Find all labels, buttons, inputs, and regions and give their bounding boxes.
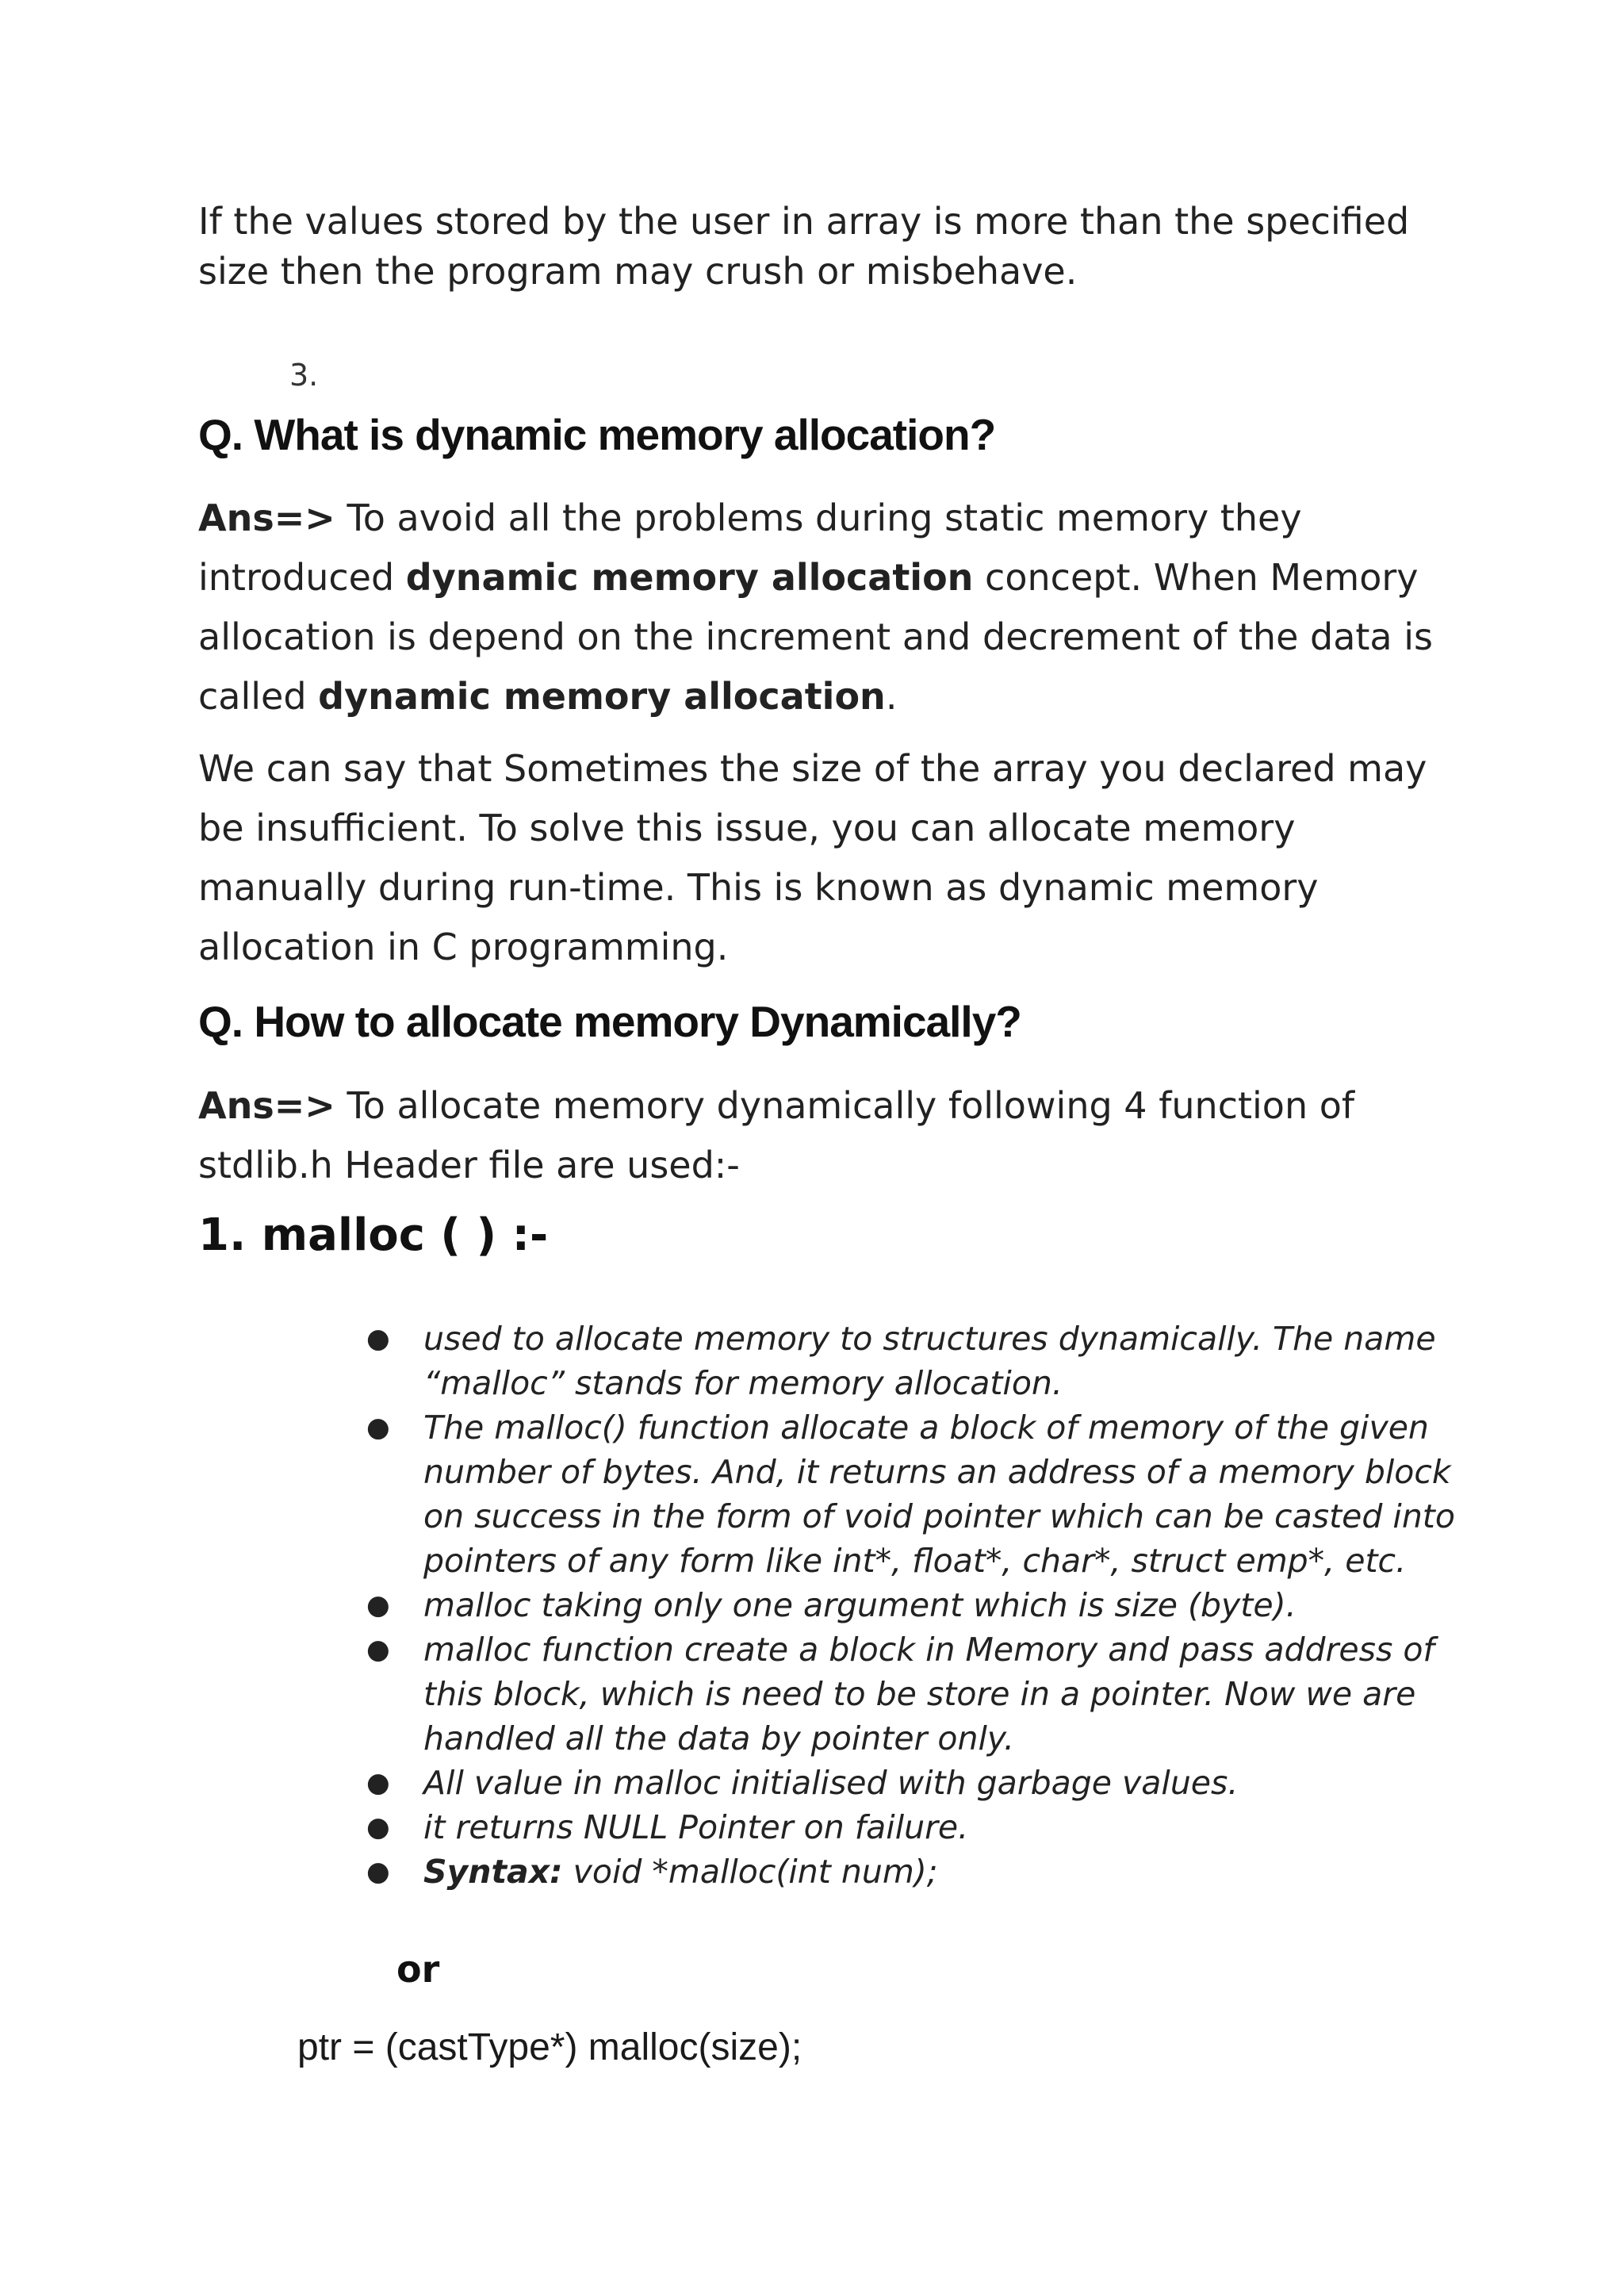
- answer-paragraph-1: [198, 489, 1435, 726]
- intro-paragraph: [198, 197, 1435, 297]
- malloc-bullet-list: [366, 1317, 1477, 1894]
- list-item: ● used to allocate memory to structures dynamically. The name “malloc” stands for memory allocation.: [366, 1317, 1477, 1405]
- question-heading-allocate-dynamically: Q. How to allocate memory Dynamically?: [198, 997, 1021, 1046]
- answer-text: concept. When Memory allocation is depend on the increment and decrement of the data is called: [198, 556, 1433, 718]
- intro-line-1: If the values stored by the user in array is more than the specified: [198, 200, 1410, 243]
- answer-bold-term: dynamic memory allocation: [318, 675, 886, 718]
- bullet-icon: ●: [366, 1856, 390, 1888]
- list-item: ● All value in malloc initialised with garbage values.: [366, 1761, 1477, 1805]
- list-item: ● it returns NULL Pointer on failure.: [366, 1805, 1477, 1849]
- list-item: ● The malloc() function allocate a block of memory of the given number of bytes. And, it returns an address of a memory block on success in the form of void pointer which can be casted into pointers of any form like int*, float*, char*, struct emp*, etc.: [366, 1405, 1477, 1583]
- question-heading-dynamic-memory: Q. What is dynamic memory allocation?: [198, 410, 996, 459]
- answer-bold-term: dynamic memory allocation: [405, 556, 974, 599]
- code-example: ptr = (castType*) malloc(size);: [297, 2026, 802, 2068]
- bullet-icon: ●: [366, 1589, 390, 1621]
- syntax-label: Syntax:: [423, 1853, 563, 1891]
- answer-label: Ans=>: [198, 496, 335, 539]
- list-item: ● malloc taking only one argument which is size (byte).: [366, 1583, 1477, 1627]
- intro-line-2: size then the program may crush or misbehave.: [198, 250, 1078, 293]
- bullet-icon: ●: [366, 1811, 390, 1843]
- bullet-icon: ●: [366, 1323, 390, 1355]
- bullet-icon: ●: [366, 1767, 390, 1799]
- list-item-syntax: [366, 1849, 1477, 1894]
- list-item: ● malloc function create a block in Memory and pass address of this block, which is need to be store in a pointer. Now we are handled all the data by pointer only.: [366, 1627, 1477, 1761]
- malloc-heading: 1. malloc ( ) :-: [198, 1209, 549, 1261]
- answer-text: To allocate memory dynamically following 4 function of stdlib.h Header file are used:-: [198, 1084, 1355, 1186]
- section-number: 3.: [289, 358, 319, 393]
- answer-label: Ans=>: [198, 1084, 335, 1127]
- syntax-text: void *malloc(int num);: [562, 1853, 938, 1891]
- bullet-icon: ●: [366, 1412, 390, 1443]
- answer-text: To avoid all the problems during static memory they introduced: [198, 496, 1302, 599]
- or-separator: or: [396, 1948, 440, 1991]
- answer-text: .: [885, 675, 898, 718]
- answer-paragraph-3: [198, 1076, 1435, 1195]
- answer-paragraph-2: We can say that Sometimes the size of the array you declared may be insufficient. To solve this issue, you can allocate memory manually during run-time. This is known as dynamic memory allocation in C programming.: [198, 747, 1427, 968]
- bullet-icon: ●: [366, 1634, 390, 1665]
